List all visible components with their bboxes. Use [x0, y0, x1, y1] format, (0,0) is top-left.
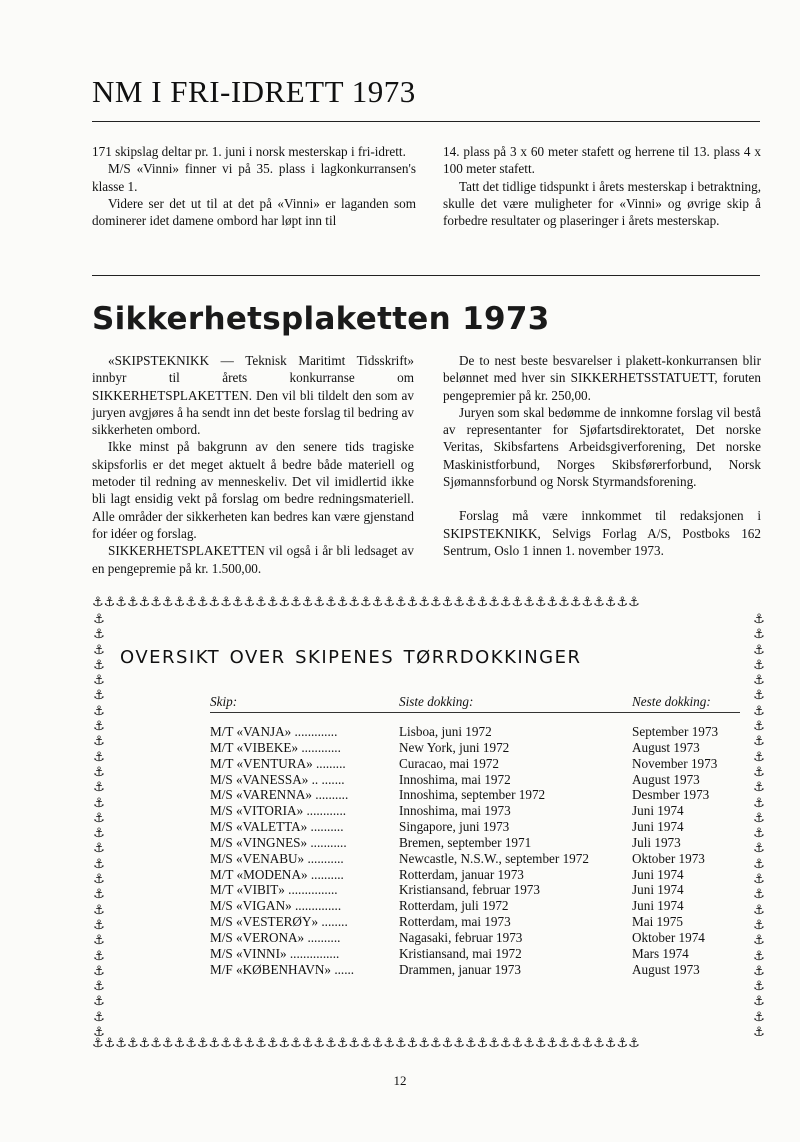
plakett-paragraph: Juryen som skal bedømme de innkomne forslag vil bestå av representanter for Sjøfartsdirektoratet, Det norske Veritas, Skibsfartens Arbeidsgiverforening, Det norske Maskinistforbund, Norges Skibsførerforbund, Norsk Sjømannsforbund og Norsk Styrmandsforening. — [443, 404, 761, 490]
last-docking-cell: Drammen, januar 1973 — [399, 961, 521, 977]
next-docking-cell: Mars 1974 — [632, 945, 689, 961]
nm-paragraph: Videre ser det ut til at det på «Vinni» er laganden som dominerer idet damene ombord har løpt inn til — [92, 195, 416, 229]
last-docking-cell: Newcastle, N.S.W., september 1972 — [399, 850, 589, 866]
next-docking-cell: September 1973 — [632, 724, 719, 739]
last-docking-cell: Innoshima, september 1972 — [399, 787, 546, 803]
plakett-paragraph: Ikke minst på bakgrunn av den senere tids tragiske skipsforlis er det meget aktuelt å bedre både materiell og metoder til redning av menneskeliv. Det vil imidlertid ikke bli lagt ensidig vekt på forslag om bedre redningsmateriell. Alle områder der sikkerheten kan bedres kan være gjenstand for idéer og forslag. — [92, 439, 414, 541]
header-last-docking: Siste dokking: — [399, 694, 474, 709]
last-docking-cell: Nagasaki, februar 1973 — [399, 929, 523, 945]
anchor-border-left: ⚓ ⚓ ⚓ ⚓ ⚓ ⚓ ⚓ ⚓ ⚓ ⚓ ⚓ ⚓ ⚓ ⚓ ⚓ ⚓ ⚓ ⚓ ⚓ ⚓ ⚓ ⚓ ⚓ ⚓ ⚓ ⚓ ⚓ ⚓ — [93, 612, 105, 1036]
plakett-paragraph: «SKIPSTEKNIKK — Teknisk Maritimt Tidsskrift» innbyr til årets konkurranse om SIKKERHETSPLAKETTEN. Den vil bli tildelt den som av juryen avgjøres å ha sendt inn det beste forslag til bedring av sikkerheten ombord. — [92, 353, 414, 438]
next-docking-cell: Juni 1974 — [632, 803, 684, 819]
table-row — [210, 882, 740, 898]
nm-paragraph: 171 skipslag deltar pr. 1. juni i norsk mesterskap i fri-idrett. — [92, 144, 406, 159]
docking-table-header — [210, 694, 740, 712]
next-docking-cell: November 1973 — [632, 755, 718, 771]
last-docking-cell: Rotterdam, januar 1973 — [399, 866, 524, 882]
table-row — [210, 930, 740, 946]
last-docking-cell: Kristiansand, mai 1972 — [399, 945, 522, 961]
ship-cell: M/T «VIBIT» ............... — [210, 882, 338, 898]
ship-cell: M/S «VANESSA» .. ....... — [210, 771, 345, 787]
nm-title: NM I FRI-IDRETT 1973 — [92, 74, 416, 109]
next-docking-cell: Juni 1974 — [632, 819, 684, 835]
table-row — [210, 724, 740, 740]
next-docking-cell: Juli 1973 — [632, 834, 681, 850]
table-row — [210, 946, 740, 962]
last-docking-cell: Kristiansand, februar 1973 — [399, 882, 540, 898]
ship-cell: M/S «VITORIA» ............ — [210, 803, 347, 819]
last-docking-cell: Rotterdam, juli 1972 — [399, 898, 509, 914]
table-row — [210, 962, 740, 978]
next-docking-cell: Mai 1975 — [632, 914, 683, 930]
table-row — [210, 914, 740, 930]
ship-cell: M/F «KØBENHAVN» ...... — [210, 961, 355, 977]
anchor-border-right: ⚓ ⚓ ⚓ ⚓ ⚓ ⚓ ⚓ ⚓ ⚓ ⚓ ⚓ ⚓ ⚓ ⚓ ⚓ ⚓ ⚓ ⚓ ⚓ ⚓ ⚓ ⚓ ⚓ ⚓ ⚓ ⚓ ⚓ ⚓ — [753, 612, 765, 1036]
docking-table — [210, 694, 740, 977]
table-row — [210, 772, 740, 788]
page-number: 12 — [393, 1073, 407, 1088]
plakett-paragraph: SIKKERHETSPLAKETTEN vil også i år bli ledsaget av en pengepremie på kr. 1.500,00. — [92, 543, 414, 576]
table-row — [210, 898, 740, 914]
ship-cell: M/T «VANJA» ............. — [210, 724, 338, 739]
plakett-paragraph: Forslag må være innkommet til redaksjonen i SKIPSTEKNIKK, Selvigs Forlag A/S, Postboks 162 Sentrum, Oslo 1 innen 1. november 1973. — [443, 508, 761, 558]
next-docking-cell: August 1973 — [632, 771, 700, 787]
ship-cell: M/S «VARENNA» .......... — [210, 787, 349, 803]
plakett-right-column — [443, 352, 761, 559]
last-docking-cell: Lisboa, juni 1972 — [399, 724, 492, 739]
nm-left-column — [92, 143, 416, 229]
last-docking-cell: Singapore, juni 1973 — [399, 819, 510, 835]
anchor-border-top: ⚓⚓⚓⚓⚓⚓⚓⚓⚓⚓⚓⚓⚓⚓⚓⚓⚓⚓⚓⚓⚓⚓⚓⚓⚓⚓⚓⚓⚓⚓⚓⚓⚓⚓⚓⚓⚓⚓⚓⚓⚓⚓⚓⚓⚓⚓⚓ — [92, 596, 640, 610]
next-docking-cell: Oktober 1974 — [632, 929, 705, 945]
section-rule — [92, 275, 760, 276]
last-docking-cell: New York, juni 1972 — [399, 739, 510, 755]
ship-cell: M/T «VENTURA» ......... — [210, 755, 346, 771]
plakett-title: Sikkerhetsplaketten 1973 — [92, 301, 550, 337]
ship-cell: M/S «VALETTA» .......... — [210, 819, 344, 835]
last-docking-cell: Innoshima, mai 1972 — [399, 771, 511, 787]
header-rule — [210, 712, 740, 713]
last-docking-cell: Rotterdam, mai 1973 — [399, 914, 511, 930]
next-docking-cell: Juni 1974 — [632, 898, 684, 914]
table-row — [210, 819, 740, 835]
anchor-border-bottom: ⚓⚓⚓⚓⚓⚓⚓⚓⚓⚓⚓⚓⚓⚓⚓⚓⚓⚓⚓⚓⚓⚓⚓⚓⚓⚓⚓⚓⚓⚓⚓⚓⚓⚓⚓⚓⚓⚓⚓⚓⚓⚓⚓⚓⚓⚓⚓ — [92, 1037, 640, 1051]
ship-cell: M/S «VESTERØY» ........ — [210, 914, 348, 930]
table-row — [210, 803, 740, 819]
last-docking-cell: Bremen, september 1971 — [399, 834, 532, 850]
ship-cell: M/S «VINNI» ............... — [210, 945, 340, 961]
next-docking-cell: Juni 1974 — [632, 882, 684, 898]
docking-rows — [210, 724, 740, 978]
nm-paragraph: Tatt det tidlige tidspunkt i årets mesterskap i betraktning, skulle det være muligheter for «Vinni» og øvrige skip å forbedre resultater og plaseringer i årets mesterskap. — [443, 178, 761, 229]
nm-paragraph: 14. plass på 3 x 60 meter stafett og herrene til 13. plass 4 x 100 meter stafett. — [443, 144, 761, 177]
table-row — [210, 740, 740, 756]
nm-right-column — [443, 143, 761, 229]
next-docking-cell: Juni 1974 — [632, 866, 684, 882]
last-docking-cell: Innoshima, mai 1973 — [399, 803, 511, 819]
header-next-docking: Neste dokking: — [632, 694, 711, 709]
nm-paragraph: M/S «Vinni» finner vi på 35. plass i lagkonkurransen's klasse 1. — [92, 161, 416, 194]
next-docking-cell: August 1973 — [632, 739, 700, 755]
docking-title: oversikt over skipenes tørrdokkinger — [120, 640, 582, 669]
next-docking-cell: Oktober 1973 — [632, 850, 705, 866]
next-docking-cell: Desmber 1973 — [632, 787, 710, 803]
ship-cell: M/S «VENABU» ........... — [210, 850, 344, 866]
title-rule — [92, 121, 760, 122]
last-docking-cell: Curacao, mai 1972 — [399, 755, 499, 771]
table-row — [210, 756, 740, 772]
plakett-paragraph: De to nest beste besvarelser i plakett-konkurransen blir belønnet med hver sin SIKKERHETSSTATUETT, foruten pengepremier på kr. 250,00. — [443, 353, 761, 403]
plakett-left-column — [92, 352, 414, 577]
table-row — [210, 787, 740, 803]
ship-cell: M/S «VIGAN» .............. — [210, 898, 342, 914]
header-ship: Skip: — [210, 694, 238, 709]
table-row — [210, 835, 740, 851]
next-docking-cell: August 1973 — [632, 961, 700, 977]
ship-cell: M/S «VINGNES» ........... — [210, 834, 347, 850]
ship-cell: M/T «VIBEKE» ............ — [210, 739, 341, 755]
ship-cell: M/S «VERONA» .......... — [210, 929, 341, 945]
table-row — [210, 851, 740, 867]
ship-cell: M/T «MODENA» .......... — [210, 866, 344, 882]
table-row — [210, 867, 740, 883]
